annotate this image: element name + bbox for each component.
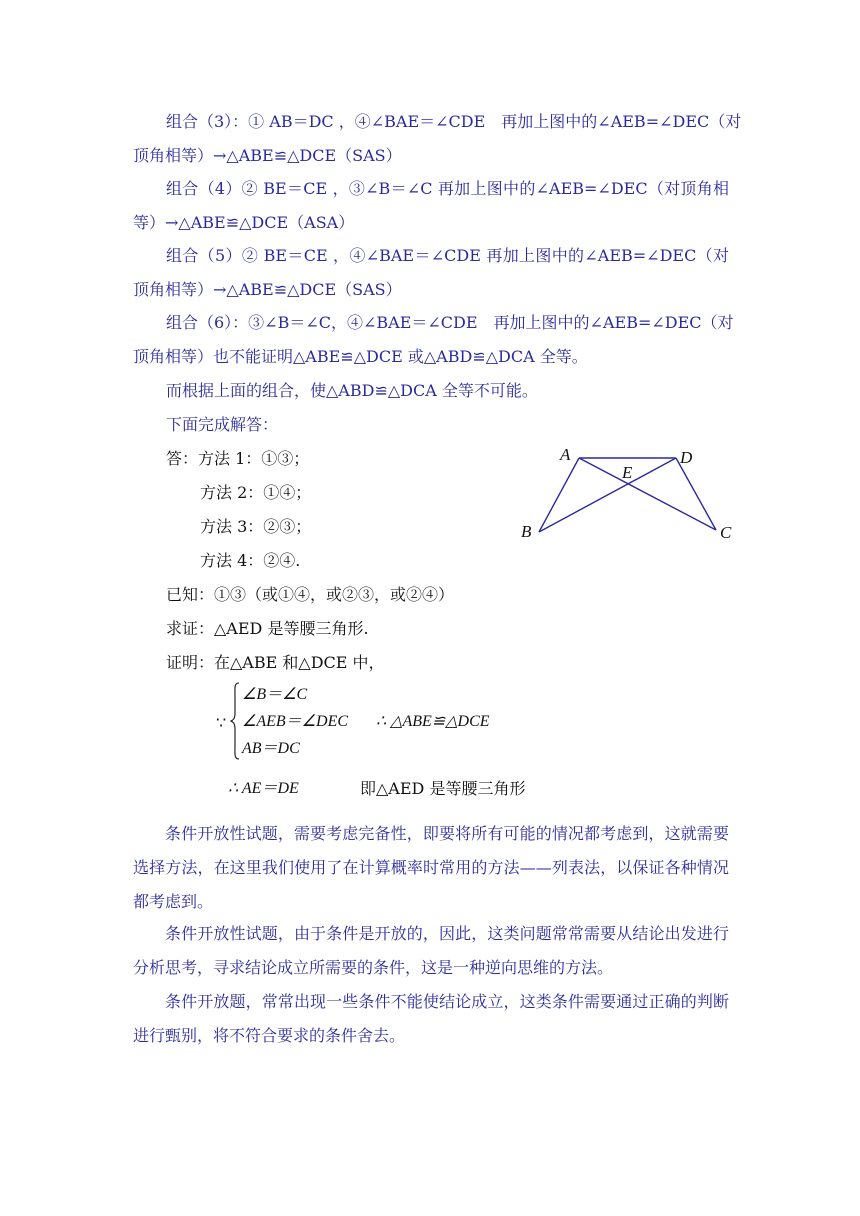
combo-5-line-2: 顶角相等）→△ABE≌△DCE（SAS） <box>133 280 402 299</box>
paragraph-3: 条件开放题，常常出现一些条件不能使结论成立，这类条件需要通过正确的判断进行甄别，将不符合要求的条件舍去。 <box>133 992 729 1045</box>
paragraph-1: 条件开放性试题，需要考虑完备性，即要将所有可能的情况都考虑到，这就需要选择方法，在这里我们使用了在计算概率时常用的方法——列表法，以保证各种情况都考虑到。 <box>133 824 729 911</box>
given-line: 已知：①③（或①④，或②③，或②④） <box>166 585 455 604</box>
method-4: 方法 4：②④. <box>200 551 301 570</box>
therefore-equal: ∴ AE＝DE <box>228 780 299 797</box>
label-a: A <box>560 445 571 464</box>
label-d: D <box>680 448 693 467</box>
combo-6-line-1: 组合（6）：③∠B＝∠C，④∠BAE＝∠CDE 再加上图中的∠AEB=∠DEC（对 <box>166 313 734 332</box>
combo-3-line-1: 组合（3）：① AB＝DC ，④∠BAE＝∠CDE 再加上图中的∠AEB=∠DEC（对 <box>166 112 742 131</box>
prove-line: 求证：△AED 是等腰三角形. <box>166 619 369 638</box>
proof-result: 即△AED 是等腰三角形 <box>360 779 526 798</box>
label-e: E <box>622 463 633 482</box>
method-2: 方法 2：①④； <box>200 483 312 502</box>
therefore-congruent: ∴ △ABE≌△DCE <box>376 713 490 730</box>
combo-5-line-1: 组合（5）② BE＝CE ，④∠BAE＝∠CDE 再加上图中的∠AEB=∠DEC（对 <box>166 246 729 265</box>
because-symbol: ∵ <box>216 713 227 732</box>
method-3: 方法 3：②③； <box>200 517 312 536</box>
combo-4-line-1: 组合（4）② BE＝CE ，③∠B＝∠C 再加上图中的∠AEB=∠DEC（对顶角相 <box>166 179 729 198</box>
method-1: 答：方法 1：①③； <box>166 449 310 468</box>
geometry-figure <box>510 440 740 550</box>
condition-2: ∠AEB＝∠DEC <box>242 713 349 730</box>
condition-1: ∠B＝∠C <box>242 686 308 703</box>
conclusion-line: 而根据上面的组合，使△ABD≌△DCA 全等不可能。 <box>166 381 538 400</box>
combo-3-line-2: 顶角相等）→△ABE≌△DCE（SAS） <box>133 146 402 165</box>
label-c: C <box>720 523 732 542</box>
answer-intro: 下面完成解答： <box>166 415 279 434</box>
paragraph-2: 条件开放性试题，由于条件是开放的，因此，这类问题常常需要从结论出发进行分析思考，寻求结论成立所需要的条件，这是一种逆向思维的方法。 <box>133 924 729 977</box>
label-b: B <box>521 522 532 541</box>
combo-6-line-2: 顶角相等）也不能证明△ABE≌△DCE 或△ABD≌△DCA 全等。 <box>133 347 588 366</box>
condition-3: AB＝DC <box>242 740 300 757</box>
combo-4-line-2: 等）→△ABE≌△DCE（ASA） <box>133 213 355 232</box>
left-brace <box>230 682 240 760</box>
proof-intro: 证明：在△ABE 和△DCE 中， <box>166 653 385 672</box>
